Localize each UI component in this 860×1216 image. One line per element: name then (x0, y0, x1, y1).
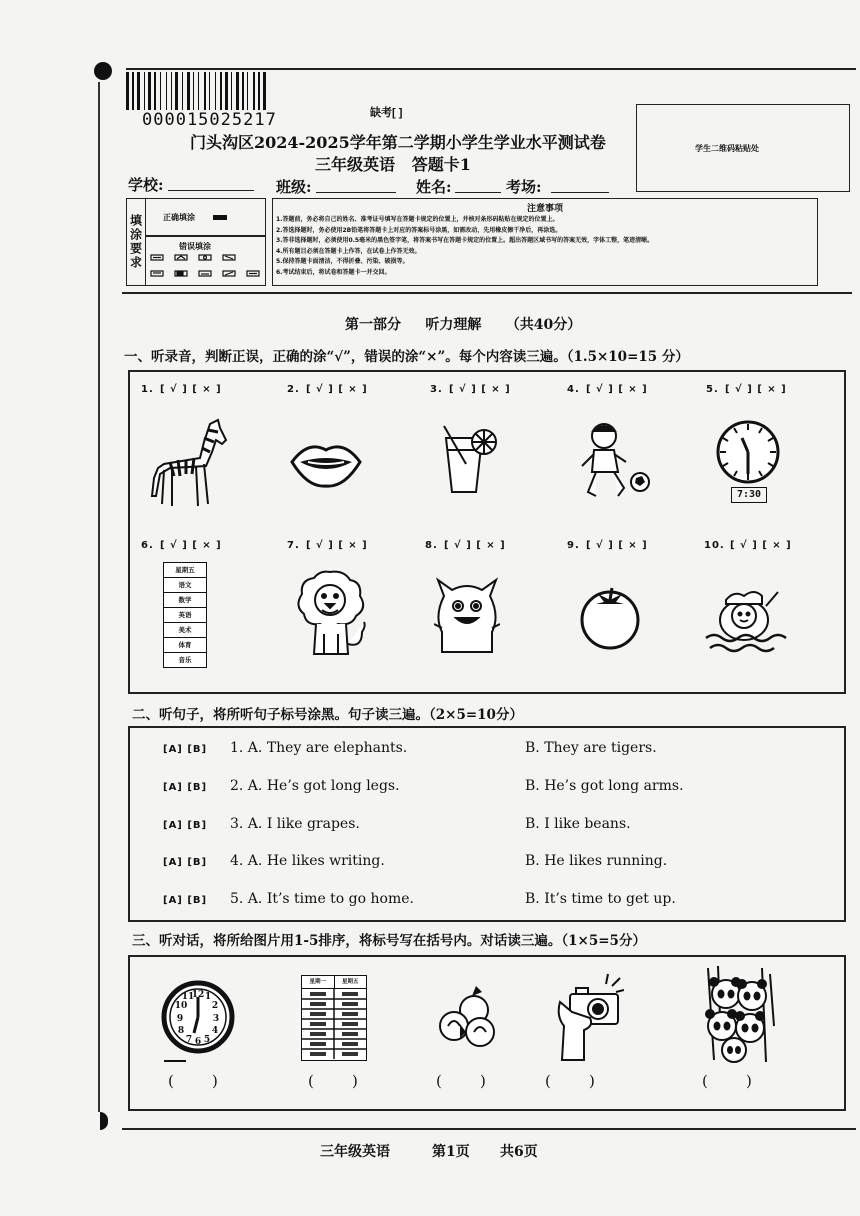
svg-text:12: 12 (191, 990, 205, 1000)
item-10-options[interactable]: [ √ ] [ × ] (730, 540, 792, 551)
name-label: 姓名: (416, 178, 452, 196)
item-6-number: 6. (141, 540, 154, 551)
fill-guide-divider (145, 235, 265, 237)
item-10-number: 10. (704, 540, 725, 551)
top-border-line (126, 68, 856, 70)
row-1-option-b: B. They are tigers. (525, 740, 657, 756)
swimming-icon (704, 586, 788, 656)
footer-total: 共6页 (500, 1144, 538, 1160)
item-6-options[interactable]: [ √ ] [ × ] (160, 540, 222, 551)
note-line: 6.考试结束后，将试卷和答题卡一并交回。 (276, 268, 391, 276)
pandas-icon (700, 966, 776, 1064)
section3-heading: 三、听对话，将所给图片用1-5排序，将标号写在括号内。对话读三遍。（1×5=5分） (132, 933, 646, 949)
tomato-icon (576, 582, 644, 650)
item-5-options[interactable]: [ √ ] [ × ] (725, 384, 787, 395)
svg-text:6: 6 (194, 1037, 202, 1047)
part1-title: 第一部分 听力理解 （共40分） (345, 317, 582, 333)
exam-title: 门头沟区2024-2025学年第二学期小学生学业水平测试卷 (190, 133, 606, 152)
item-9-number: 9. (567, 540, 580, 551)
camera-icon (554, 972, 624, 1064)
note-line: 1.答题前，务必将自己的姓名、准考证号填写在答题卡规定的位置上，并核对条形码粘贴在规定的位置上。 (276, 216, 559, 223)
barcode (126, 72, 326, 112)
notes-list (276, 215, 653, 278)
fill-guide-side-label: 填涂要求 (127, 199, 146, 285)
wall-clock-icon (160, 975, 236, 1065)
item-5-number: 5. (706, 384, 719, 395)
monster-icon (434, 576, 500, 658)
item-1-number: 1. (141, 384, 154, 395)
item-9-options[interactable]: [ √ ] [ × ] (586, 540, 648, 551)
mouth-icon (288, 436, 364, 492)
row-2-option-a: 2. A. He’s got long legs. (230, 778, 400, 794)
item-1-options[interactable]: [ √ ] [ × ] (160, 384, 222, 395)
svg-text:7: 7 (185, 1035, 193, 1045)
section1-heading: 一、听录音，判断正误，正确的涂“√”，错误的涂“×”。每个内容读三遍。（1.5×10=15 分） (124, 349, 689, 365)
answer-sheet-title: 三年级英语 答题卡1 (315, 155, 471, 174)
wrong-fill-label: 错误填涂 (179, 242, 211, 251)
note-line: 4.所有题目必须在答题卡上作答，在试卷上作答无效。 (276, 247, 421, 255)
notes-box (272, 198, 818, 286)
footer-page: 第1页 (432, 1144, 470, 1160)
item-2-options[interactable]: [ √ ] [ × ] (306, 384, 368, 395)
timetable-icon (163, 562, 207, 668)
answer-paren-4[interactable]: ( ) (545, 1072, 595, 1090)
timetable-cell: 星期五 (164, 563, 206, 578)
row-2-option-b: B. He’s got long arms. (525, 778, 684, 794)
school-field[interactable] (168, 190, 254, 191)
note-line: 3.答非选择题时，必须使用0.5毫米的黑色签字笔，将答案书写在答题卡规定的位置上。超出答题区域书写的答案无效，字体工整，笔迹清晰。 (276, 237, 654, 244)
row-1-option-a: 1. A. They are elephants. (230, 740, 408, 756)
room-label: 考场: (506, 178, 542, 196)
item-8-number: 8. (425, 540, 438, 551)
school-label: 学校: (128, 176, 164, 194)
notes-title: 注意事项 (526, 203, 563, 213)
row-5-option-a: 5. A. It’s time to go home. (230, 891, 414, 907)
item-8-options[interactable]: [ √ ] [ × ] (444, 540, 506, 551)
row-5-option-b: B. It’s time to get up. (525, 891, 676, 907)
svg-text:1: 1 (204, 992, 212, 1002)
answer-paren-3[interactable]: ( ) (436, 1072, 486, 1090)
header-divider (122, 292, 852, 294)
answer-paren-2[interactable]: ( ) (308, 1072, 358, 1090)
svg-text:9: 9 (176, 1014, 184, 1024)
row-3-options[interactable]: [A] [B] (163, 820, 208, 831)
row-3-option-b: B. I like beans. (525, 816, 631, 832)
svg-text:5: 5 (203, 1035, 211, 1045)
schedule-col: 星期一 (302, 976, 335, 988)
svg-text:8: 8 (177, 1026, 185, 1036)
svg-text:4: 4 (211, 1026, 219, 1036)
class-label: 班级: (276, 178, 312, 196)
fill-guide-box (126, 198, 266, 286)
barcode-number: 000015025217 (142, 110, 277, 130)
timetable-cell: 英语 (164, 608, 206, 623)
row-1-options[interactable]: [A] [B] (163, 744, 208, 755)
answer-paren-1[interactable]: ( ) (168, 1072, 218, 1090)
schedule-icon (301, 975, 367, 1061)
wrong-fill-samples (149, 253, 261, 281)
item-4-options[interactable]: [ √ ] [ × ] (586, 384, 648, 395)
correct-fill-label: 正确填涂 (163, 213, 195, 222)
clock-time-caption: 7:30 (731, 487, 767, 503)
boy-football-icon (578, 420, 654, 506)
svg-text:3: 3 (212, 1014, 220, 1024)
row-4-options[interactable]: [A] [B] (163, 857, 208, 868)
timetable-cell: 美术 (164, 623, 206, 638)
note-line: 5.保持答题卡面清洁，不得折叠、污染、破损等。 (276, 258, 409, 265)
zebra-icon (140, 418, 230, 510)
item-3-options[interactable]: [ √ ] [ × ] (449, 384, 511, 395)
correct-fill-sample (213, 215, 227, 220)
schedule-grid (302, 989, 366, 1059)
footer-subject: 三年级英语 (320, 1144, 390, 1160)
juice-icon (440, 424, 500, 496)
qr-sticker-box (636, 104, 850, 192)
svg-text:10: 10 (174, 1001, 188, 1011)
fruit-icon (436, 984, 502, 1050)
schedule-col: 星期五 (341, 979, 359, 985)
row-2-options[interactable]: [A] [B] (163, 782, 208, 793)
timetable-cell: 数学 (164, 593, 206, 608)
item-3-number: 3. (430, 384, 443, 395)
row-3-option-a: 3. A. I like grapes. (230, 816, 360, 832)
room-field[interactable] (551, 192, 609, 193)
absent-label[interactable]: 缺考[ ] (370, 107, 403, 119)
row-5-options[interactable]: [A] [B] (163, 895, 208, 906)
schedule-header (302, 976, 366, 989)
section2-heading: 二、听句子，将所听句子标号涂黑。句子读三遍。（2×5=10分） (132, 707, 523, 723)
footer-divider (122, 1128, 856, 1130)
timetable-cell: 体育 (164, 638, 206, 653)
class-field[interactable] (316, 192, 396, 193)
answer-paren-5[interactable]: ( ) (702, 1072, 752, 1090)
name-field[interactable] (455, 192, 501, 193)
svg-text:2: 2 (211, 1001, 219, 1011)
row-4-option-b: B. He likes running. (525, 853, 668, 869)
clock-icon (712, 418, 784, 484)
svg-text:11: 11 (181, 992, 195, 1002)
timetable-cell: 音乐 (178, 656, 192, 664)
item-2-number: 2. (287, 384, 300, 395)
timetable-cell: 语文 (164, 578, 206, 593)
left-border-line (98, 82, 100, 1112)
lion-icon (292, 568, 372, 660)
item-7-options[interactable]: [ √ ] [ × ] (306, 540, 368, 551)
note-line: 2.答选择题时，务必使用2B铅笔将答题卡上对应的答案标号涂黑，如需改动，先用橡皮擦干净后，再涂选。 (276, 226, 562, 234)
qr-box-label: 学生二维码粘贴处 (695, 144, 759, 153)
item-7-number: 7. (287, 540, 300, 551)
item-4-number: 4. (567, 384, 580, 395)
row-4-option-a: 4. A. He likes writing. (230, 853, 385, 869)
registration-mark-top (94, 62, 112, 80)
registration-mark-bottom (100, 1112, 108, 1130)
